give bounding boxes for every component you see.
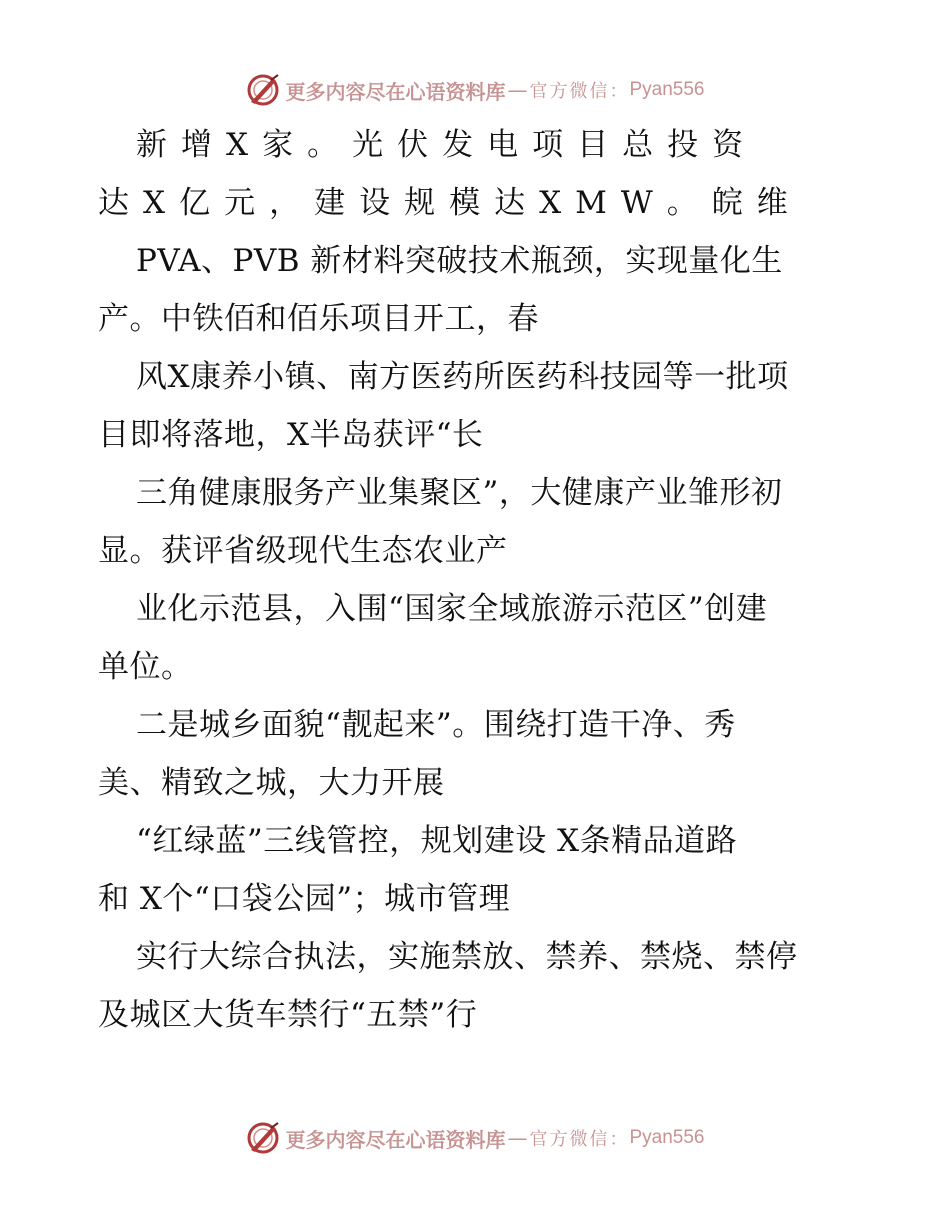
text-line: 实行大综合执法，实施禁放、禁养、禁烧、禁停 — [136, 939, 798, 975]
watermark-separator: — — [507, 1126, 528, 1150]
text-line: 新增X家。光伏发电项目总投资 — [136, 127, 758, 163]
text-line: 显。获评省级现代生态农业产 — [98, 533, 508, 569]
text-line: 美、精致之城，大力开展 — [98, 765, 445, 801]
watermark-separator: — — [507, 78, 528, 102]
text-line: 业化示范县，入围“国家全域旅游示范区”创建 — [136, 591, 768, 627]
watermark-site-name: 更多内容尽在心语资料库 — [285, 1127, 506, 1152]
watermark-site-name: 更多内容尽在心语资料库 — [285, 79, 506, 104]
watermark-wechat-label: 官方微信： — [529, 1129, 630, 1150]
quill-seal-logo-icon — [245, 1120, 281, 1156]
text-line: 三角健康服务产业集聚区”，大健康产业雏形初 — [136, 475, 783, 511]
header-watermark — [0, 70, 950, 110]
text-line: 风X康养小镇、南方医药所医药科技园等一批项 — [136, 359, 789, 395]
text-line: 和 X个“口袋公园”；城市管理 — [98, 881, 511, 917]
text-line: PVA、PVB 新材料突破技术瓶颈，实现量化生 — [136, 243, 783, 279]
text-line: 达X亿元，建设规模达XMW。皖维 — [98, 185, 802, 221]
watermark-wechat-label: 官方微信： — [529, 81, 630, 102]
watermark-wechat-id: Pyan556 — [629, 79, 705, 100]
footer-watermark — [0, 1118, 950, 1158]
text-line: 及城区大货车禁行“五禁”行 — [98, 997, 478, 1033]
text-line: 目即将落地，X半岛获评“长 — [98, 417, 484, 453]
text-line: “红绿蓝”三线管控，规划建设 X条精品道路 — [136, 823, 738, 859]
text-line: 单位。 — [98, 649, 193, 685]
watermark-wechat-id: Pyan556 — [629, 1127, 705, 1148]
text-line: 二是城乡面貌“靓起来”。围绕打造干净、秀 — [136, 707, 736, 743]
quill-seal-logo-icon — [245, 72, 281, 108]
text-line: 产。中铁佰和佰乐项目开工，春 — [98, 301, 539, 337]
